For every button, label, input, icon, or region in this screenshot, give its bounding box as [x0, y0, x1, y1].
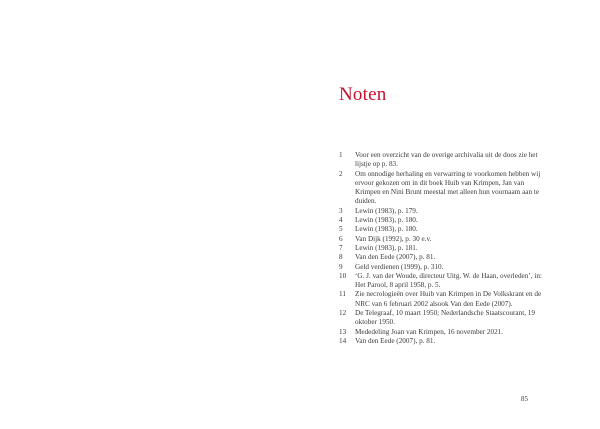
note-item	[339, 272, 544, 291]
notes-list	[339, 151, 544, 346]
note-text: Geld verdienen (1999), p. 310.	[355, 262, 444, 271]
note-text: Mededeling Joan van Krimpen, 16 november 2021.	[355, 327, 504, 336]
page-number: 85	[521, 395, 528, 403]
note-number: 11	[339, 290, 346, 299]
note-item	[339, 337, 544, 346]
note-text: Voor een overzicht van de overige archivalia uit de doos zie het lijstje op p. 83.	[355, 151, 538, 169]
note-number: 12	[339, 309, 347, 318]
note-item	[339, 263, 544, 272]
note-number: 10	[339, 271, 347, 280]
note-item	[339, 253, 544, 262]
note-number: 2	[339, 169, 343, 178]
note-number: 6	[339, 234, 343, 243]
note-number: 1	[339, 151, 343, 159]
note-text: ‘G. J. van der Woude, directeur Uitg. W. de Haan, overleden’, in: Het Parool, 8 april 1958, p. 5.	[355, 271, 542, 290]
note-text: Lewin (1983), p. 180.	[355, 225, 418, 234]
note-item	[339, 170, 544, 207]
note-number: 13	[339, 327, 347, 336]
note-item	[339, 309, 544, 328]
note-item	[339, 328, 544, 337]
note-item	[339, 235, 544, 244]
note-text: Zie necrologieën over Huib van Krimpen in De Volkskrant en de NRC van 6 februari 2002 alsook Van den Eede (2007).	[355, 290, 542, 308]
page-title: Noten	[339, 84, 387, 105]
note-item	[339, 244, 544, 253]
note-number: 9	[339, 262, 343, 271]
note-text: De Telegraaf, 10 maart 1950; Nederlandsche Staatscourant, 19 oktober 1950.	[355, 309, 535, 327]
note-text: Van den Eede (2007), p. 81.	[355, 336, 436, 345]
note-item	[339, 207, 544, 216]
note-number: 4	[339, 216, 343, 225]
note-number: 3	[339, 206, 343, 215]
note-text: Van Dijk (1992), p. 30 e.v.	[355, 234, 432, 243]
note-number: 14	[339, 336, 347, 345]
note-item	[339, 216, 544, 225]
note-item	[339, 290, 544, 309]
note-text: Lewin (1983), p. 180.	[355, 216, 418, 225]
note-text: Lewin (1983), p. 181.	[355, 243, 418, 252]
note-number: 7	[339, 243, 343, 252]
note-text: Lewin (1983), p. 179.	[355, 206, 418, 215]
note-text: Van den Eede (2007), p. 81.	[355, 253, 436, 262]
note-number: 5	[339, 225, 343, 234]
note-item	[339, 225, 544, 234]
note-number: 8	[339, 253, 343, 262]
note-item	[339, 151, 544, 170]
note-text: Om onnodige herhaling en verwarring te voorkomen hebben wij ervoor gekozen om in dit boek Huib van Krimpen, Jan van Krimpen en Nini Brunt meestal met alleen hun voornaam aan te duiden.	[355, 169, 541, 206]
